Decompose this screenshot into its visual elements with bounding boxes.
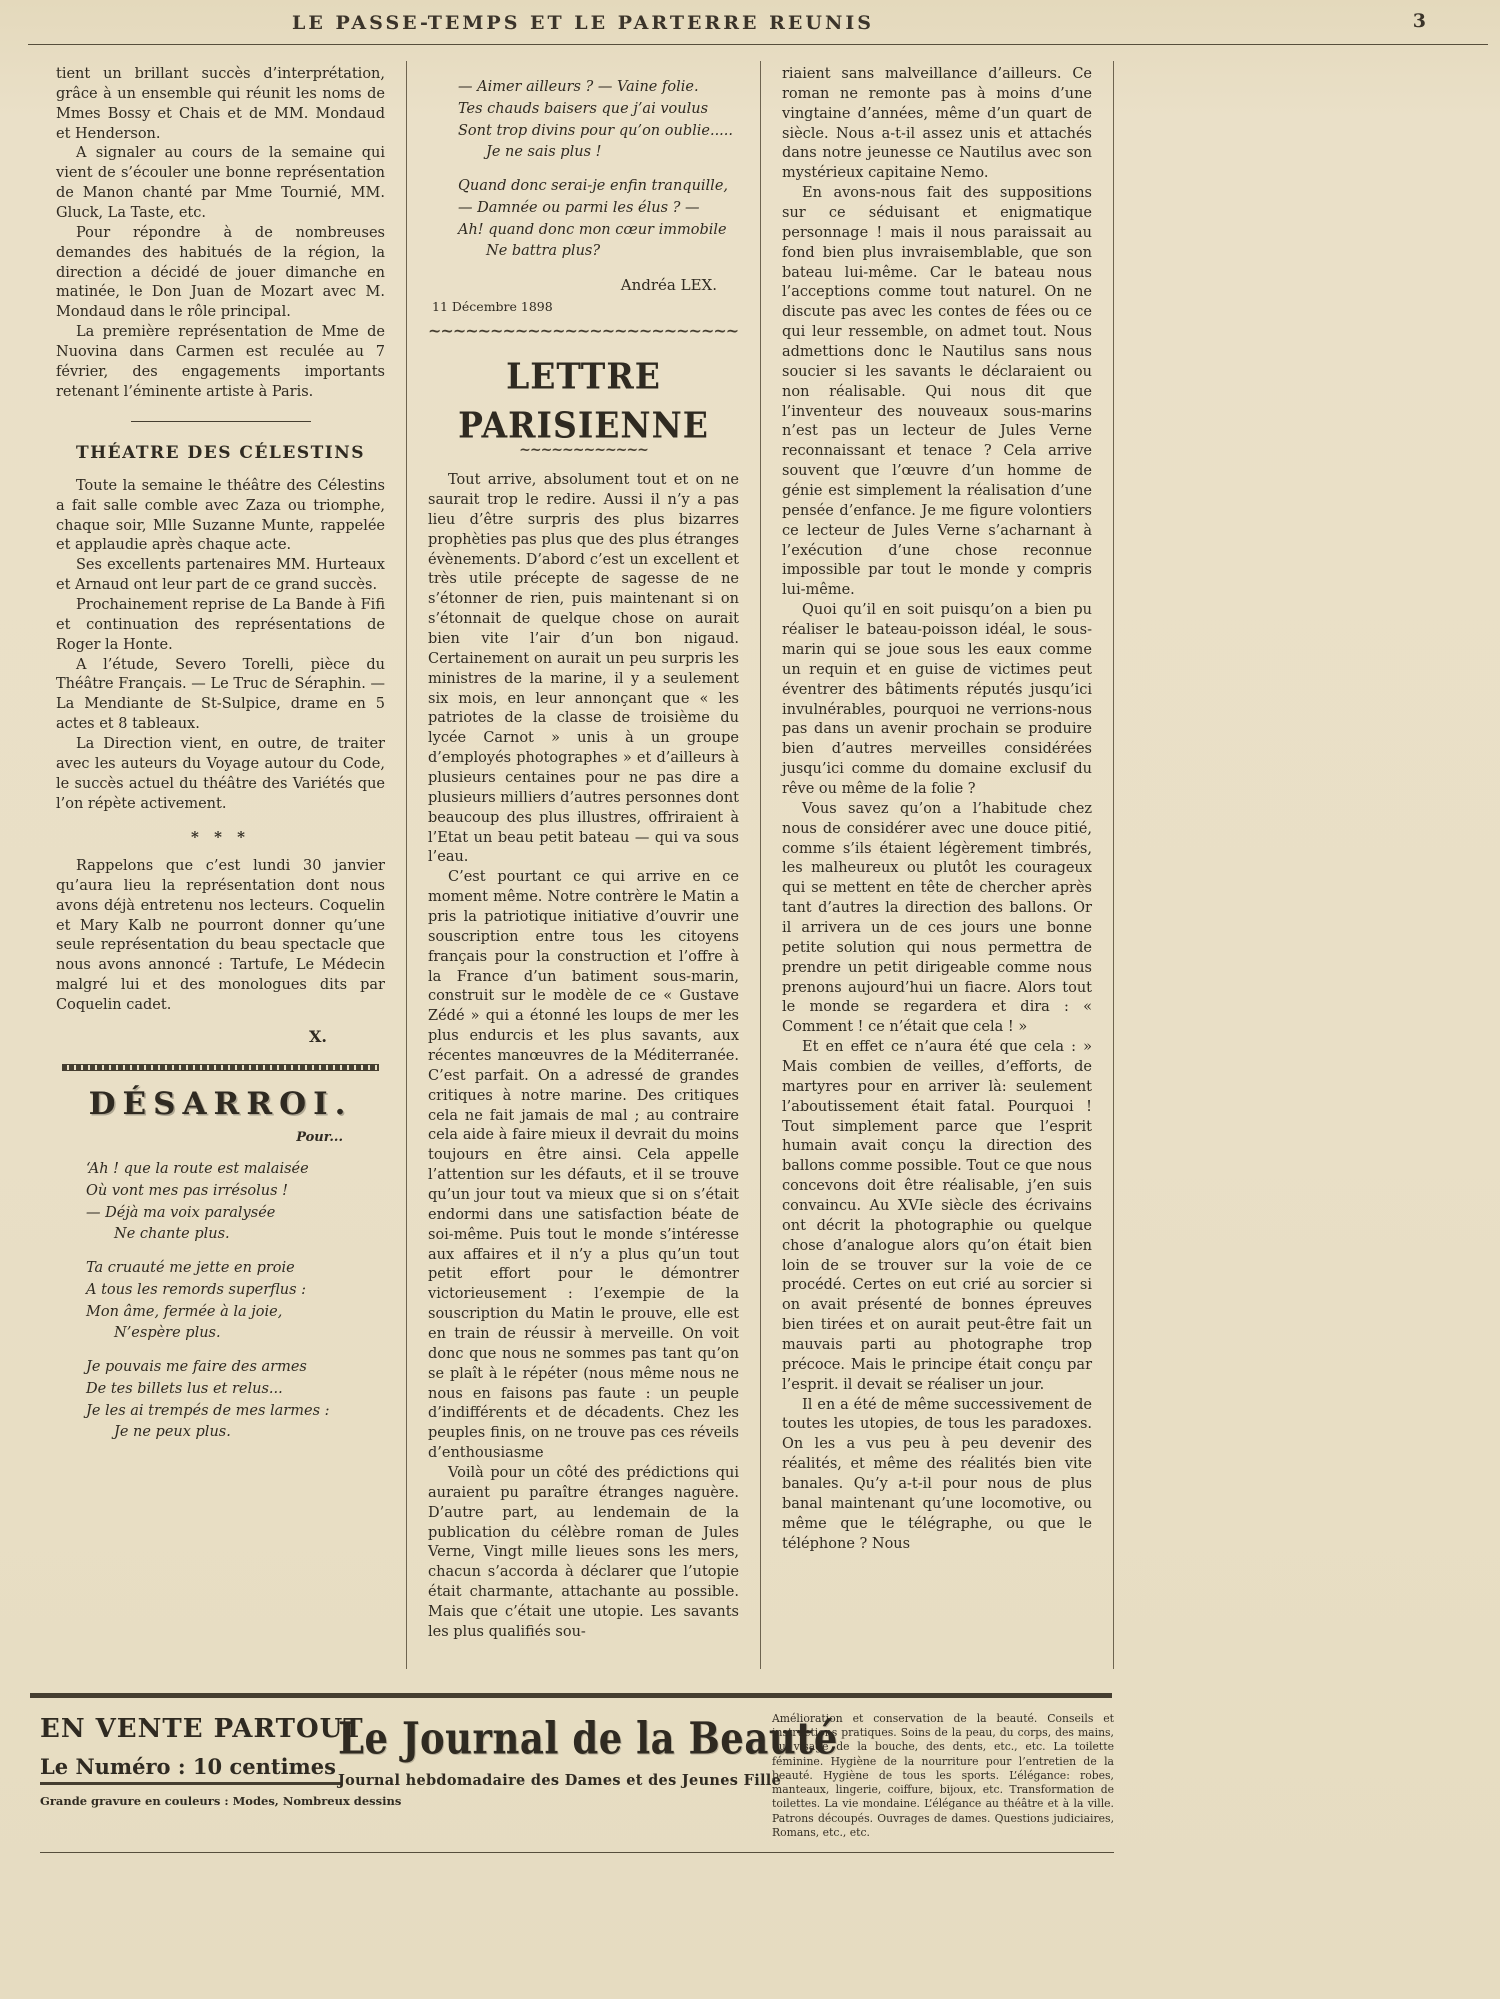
poem-line: N’espère plus.: [114, 1325, 221, 1342]
dedication: Pour...: [296, 1130, 343, 1146]
poem-stanza: [86, 1258, 385, 1345]
paragraph: A signaler au cours de la semaine qui vient de s’écouler une bonne représentation de Manon chanté par Mme Tournié, MM. Gluck, La Taste, etc.: [56, 145, 385, 222]
paragraph: Vous savez qu’on a l’habitude chez nous de considérer avec une douce pitié, comme s’ils étaient légèrement timbrés, les malheureux ou plutôt les courageux qui se mettent en tête de chercher après tant d’autres la direction des ballons. Or il arrivera un de ces jours une bonne petite solution qui nous permettra de prendre un petit dirigeable comme nous prenons aujourd’hui un fiacre. Alors tout le monde se regardera et dira : « Comment ! ce n’était que cela ! »: [782, 800, 1092, 1036]
poem-line: Quand donc serai-je enfin tranquille,: [458, 178, 729, 194]
poem-stanza: [458, 77, 739, 164]
paragraph: Prochainement reprise de La Bande à Fifi et continuation des représentations de Roger la Honte.: [56, 597, 385, 653]
poem-line: Mon âme, fermée à la joie,: [86, 1303, 283, 1320]
paragraph: A l’étude, Severo Torelli, pièce du Théâtre Français. — Le Truc de Séraphin. — La Mendiante de St-Sulpice, drame en 5 actes et 8 tableaux.: [56, 656, 385, 733]
ad-en-vente-partout: EN VENTE PARTOUT: [40, 1713, 364, 1744]
masthead: [0, 0, 1500, 42]
poem-line: Ne battra plus?: [486, 243, 601, 260]
paragraph: Rappelons que c’est lundi 30 janvier qu’aura lieu la représentation dont nous avons déjà entretenu nos lecteurs. Coquelin et Mary Kalb ne pourront donner qu’une seule représentation du beau spectacle que nous avons annoncé : Tartufe, Le Médecin malgré lui et des monologues dits par Coquelin cadet.: [56, 858, 385, 1014]
poem-line: Je ne peux plus.: [114, 1424, 231, 1441]
poem-line: — Aimer ailleurs ? — Vaine folie.: [458, 79, 699, 95]
asterism: * * *: [191, 827, 250, 846]
column-3: [760, 61, 1114, 1669]
poem-line: ‘Ah ! que la route est malaisée: [86, 1161, 309, 1178]
advertisement-left: [40, 1710, 402, 1840]
paragraph: La Direction vient, en outre, de traiter avec les auteurs du Voyage autour du Code, le succès actuel du théâtre des Variétés que l’on répète activement.: [56, 736, 385, 812]
poem-title: DÉSARROI.: [88, 1085, 353, 1122]
ad-gravure-note: Grande gravure en couleurs : Modes, Nombreux dessins: [40, 1793, 402, 1808]
poem-line: Je pouvais me faire des armes: [86, 1359, 307, 1376]
poem-stanza: [86, 1159, 385, 1246]
poem-line: Tes chauds baisers que j’ai voulus: [458, 100, 709, 117]
advertisement-center: [338, 1710, 838, 1840]
paragraph: Voilà pour un côté des prédictions qui auraient pu paraître étranges naguère. D’autre part, au lendemain de la publication du célèbre roman de Jules Verne, Vingt mille lieues sons les mers, chacun s’accorda à déclarer que l’utopie était charmante, attachante au possible. Mais que c’était une utopie. Les savants les plus qualifiés sou-: [428, 1465, 739, 1640]
advertisement: [40, 1698, 1114, 1853]
short-divider-rule: [131, 421, 311, 422]
paragraph: Pour répondre à de nombreuses demandes des habitués de la région, la direction a décidé de jouer dimanche en matinée, le Don Juan de Mozart avec M. Mondaud dans le rôle principal.: [56, 224, 385, 321]
paragraph: Quoi qu’il en soit puisqu’on a bien pu réaliser le bateau-poisson idéal, le sous-marin qui se joue sous les eaux comme un requin et en guise de victimes peut éventrer des bâtiments réputés jusqu’ici invulnérables, pourquoi ne verrions-nous pas dans un avenir prochain se produire bien d’autres merveilles considérées jusqu’ici comme du domaine exclusif du rêve ou même de la folie ?: [782, 602, 1092, 797]
squiggle-rule: [428, 325, 739, 340]
column-2: [406, 61, 760, 1669]
poem-line: Je ne sais plus !: [486, 144, 602, 161]
article-columns: [52, 61, 1114, 1669]
paragraph: Tout arrive, absolument tout et on ne saurait trop le redire. Aussi il n’y a pas lieu d’être surpris des plus bizarres prophèties pas plus que des plus étranges évènements. D’abord c’est un excellent et très utile précepte de sagesse de ne s’étonner de rien, puis maintenant si on s’étonnait de quelque chose on aurait bien vite l’air d’un bon nigaud. Certainement on aurait un peu surpris les ministres de la marine, il y a seulement six mois, en leur annonçant que « les patriotes de la classe de troisième du lycée Carnot » unis à un groupe d’employés photographes » et d’ailleurs à plusieurs centaines pour ne pas dire a plusieurs milliers d’autres personnes dont beaucoup des plus illustres, offriraient à l’Etat un beau petit bateau — qui va sous l’eau.: [428, 472, 739, 866]
masthead-rule: [28, 44, 1488, 45]
poem-line: Je les ai trempés de mes larmes :: [86, 1402, 330, 1419]
paragraph: La première représentation de Mme de Nuovina dans Carmen est reculée au 7 février, des engagements importants retenant l’éminente artiste à Paris.: [56, 324, 385, 400]
poem-stanza: [458, 176, 739, 263]
heavy-divider-rule: [62, 1064, 379, 1071]
ad-journal-subtitle: Journal hebdomadaire des Dames et des Jeunes Fille: [338, 1771, 782, 1789]
paragraph: tient un brillant succès d’interprétation, grâce à un ensemble qui réunit les noms de Mmes Bossy et Chais et de MM. Mondaud et Henderson.: [56, 66, 385, 142]
paragraph: Il en a été de même successivement de toutes les utopies, de tous les paradoxes. On les a vus peu à peu devenir des réalités, et même des réalités bien vite banales. Qu’y a-t-il pour nous de plus banal maintenant qu’une locomotive, ou même que le télégraphe, ou que le téléphone ? Nous: [782, 1396, 1092, 1552]
dateline: 11 Décembre 1898: [432, 298, 553, 314]
poem-line: A tous les remords superflus :: [86, 1281, 307, 1298]
article-title: LETTRE PARISIENNE: [458, 354, 709, 446]
section-heading: THÉATRE DES CÉLESTINS: [75, 442, 366, 463]
masthead-title: LE PASSE-TEMPS ET LE PARTERRE REUNIS: [292, 12, 874, 34]
poem-line: Où vont mes pas irrésolus !: [86, 1182, 288, 1199]
ad-price: Le Numéro : 10 centimes: [40, 1754, 342, 1785]
signature: X.: [309, 1026, 327, 1046]
paragraph: riaient sans malveillance d’ailleurs. Ce roman ne remonte pas à moins d’une vingtaine d’années, même d’un quart de siècle. Nous a-t-il assez unis et attachés dans notre jeunesse ce Nautilus avec son mystérieux capitaine Nemo.: [782, 66, 1092, 182]
page-number: 3: [1412, 10, 1426, 32]
poem-line: — Damnée ou parmi les élus ? —: [458, 199, 700, 216]
paragraph: En avons-nous fait des suppositions sur ce séduisant et enigmatique personnage ! mais il nous paraissait au fond bien plus invraisemblable, que son bateau lui-même. Car le bateau nous l’acceptions comme tout naturel. On ne discute pas avec les contes de fées ou ce qui leur ressemble, on admet tout. Nous admettions donc le Nautilus sans nous soucier si les savants le déclaraient ou non réalisable. Qui nous dit que l’inventeur des nouveaux sous-marins n’est pas un lecteur de Jules Verne reconnaissant et tenace ? Cela arrive souvent que l’œuvre d’un homme de génie est simplement la réalisation d’une pensée d’enfance. Je me figure volontiers ce lecteur de Jules Verne s’acharnant à l’exécution d’une chose reconnue impossible par tout le monde y compris lui-même.: [782, 185, 1092, 599]
poem-line: Sont trop divins pour qu’on oublie.....: [458, 122, 734, 139]
poem-line: De tes billets lus et relus...: [86, 1380, 283, 1397]
poem-line: Ah! quand donc mon cœur immobile: [458, 221, 727, 238]
poem-line: — Déjà ma voix paralysée: [86, 1204, 276, 1221]
paragraph: Ses excellents partenaires MM. Hurteaux et Arnaud ont leur part de ce grand succès.: [56, 557, 385, 594]
poem-stanza: [86, 1357, 385, 1444]
column-1: [52, 61, 406, 1669]
poem-line: Ta cruauté me jette en proie: [86, 1260, 295, 1277]
ad-fine-print: Amélioration et conservation de la beauté. Conseils et instructions pratiques. Soins de la peau, du corps, des mains, du visage de la bouche, des dents, etc., etc. La toilette féminine. Hygiène de la nourriture pour l’entretien de la beauté. Hygiène de tous les sports. L’élégance: robes, manteaux, lingerie, coiffure, bijoux, etc. Transformation de toilettes. La vie mondaine. L’élégance au théâtre et à la ville. Patrons découpés. Ouvrages de dames. Questions judiciaires, Romans, etc., etc.: [772, 1711, 1114, 1839]
paragraph: C’est pourtant ce qui arrive en ce moment même. Notre contrère le Matin a pris la patriotique initiative d’ouvrir une souscription entre tous les citoyens français pour la construction et l’offre à la France d’un batiment sous-marin, construit sur le modèle de ce « Gustave Zédé » qui a étonné les loups de mer les plus endurcis et les plus savants, aux récentes manœuvres de la Méditerranée. C’est parfait. On a adressé de grandes critiques à notre marine. Des critiques cela ne fait jamais de mal ; au contraire cela aide à faire mieux il devrait du moins toujours en être ainsi. Cela appelle l’attention sur les défauts, et il se trouve qu’un jour tout va mieux que si on s’était endormi dans une satisfaction béate de soi-même. Puis tout le monde s’intéresse aux affaires et il n’y a plus qu’un tout petit effort pour le démontrer victorieusement : l’exempie de la souscription du Matin le prouve, elle est en train de réussir à merveille. On voit donc que nous ne sommes pas tant qu’on se plaît à le répéter (nous même nous ne nous en faisons pas faute : un peuple d’indifférents et de décadents. Chez les peuples finis, on ne trouve pas ces réveils d’enthousiasme: [428, 869, 739, 1462]
ad-journal-title: Le Journal de la Beauté: [338, 1711, 838, 1764]
poem-line: Ne chante plus.: [114, 1226, 230, 1243]
paragraph: Toute la semaine le théâtre des Célestins a fait salle comble avec Zaza ou triomphe, chaque soir, Mlle Suzanne Munte, rappelée et applaudie après chaque acte.: [56, 477, 385, 554]
signature: Andréa LEX.: [620, 276, 717, 294]
paragraph: Et en effet ce n’aura été que cela : » Mais combien de veilles, d’efforts, de martyres pour en arriver là: seulement l’aboutissement était fatal. Pourquoi ! Tout simplement parce que l’esprit humain avait conçu la direction des ballons comme possible. Tout ce que nous concevons doit être réalisable, j’en suis convaincu. Au XVIe siècle des écrivains ont décrit la photographie ou quelque chose d’analogue alors qu’on était bien loin de se trouver sur la voie de ce procédé. Certes on eut crié au sorcier si on avait présenté de bonnes épreuves bien tirées et on aurait peut-être fait un mauvais parti au photographe trop précoce. Mais le principe était conçu par l’esprit. il devait se réaliser un jour.: [782, 1039, 1092, 1393]
